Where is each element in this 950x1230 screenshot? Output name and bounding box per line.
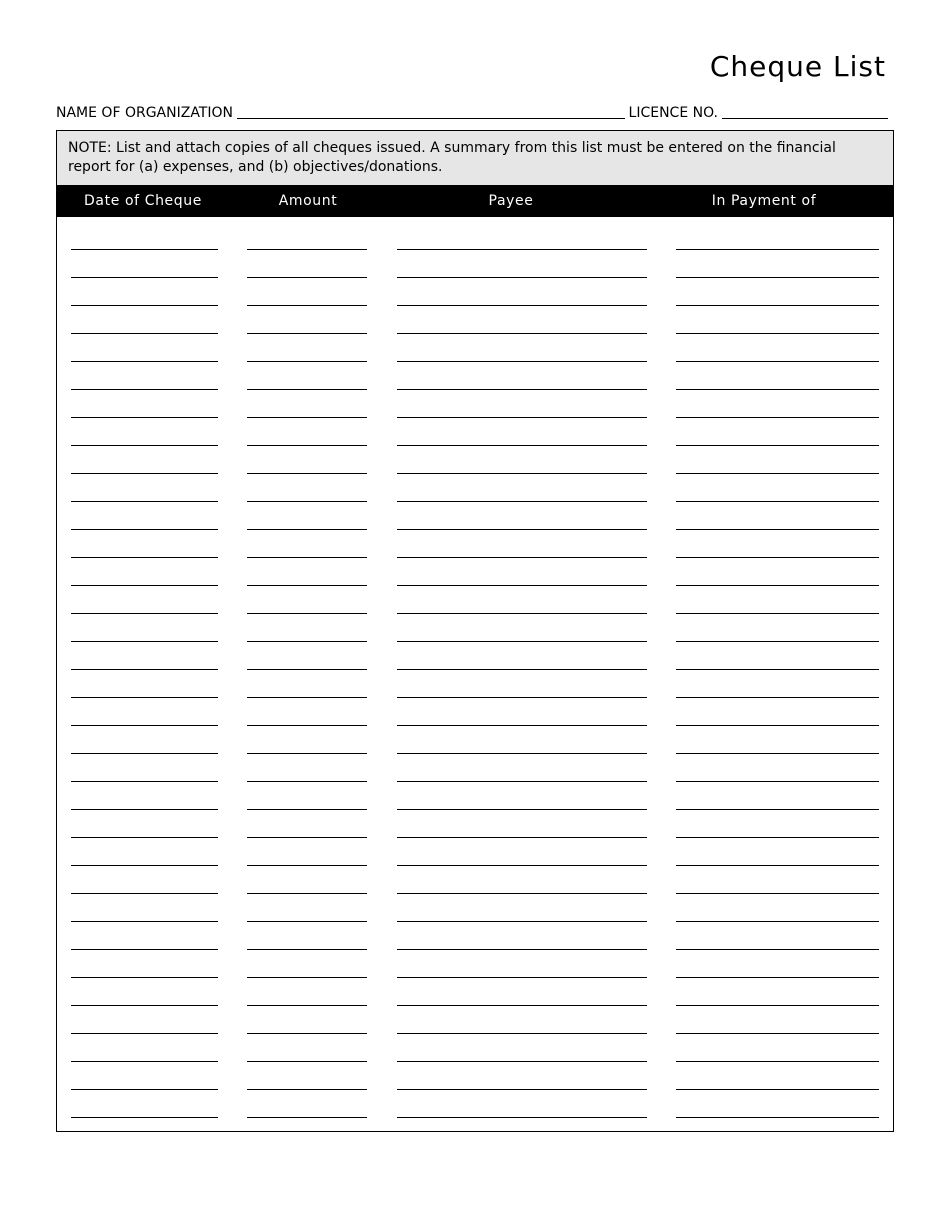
table-row	[57, 978, 893, 1006]
table-row	[57, 586, 893, 614]
table-row	[57, 306, 893, 334]
table-row	[57, 530, 893, 558]
table-row	[57, 754, 893, 782]
table-row	[57, 1006, 893, 1034]
table-row	[57, 698, 893, 726]
note-box: NOTE: List and attach copies of all cheques issued. A summary from this list must be entered on the financial report for (a) expenses, and (b) objectives/donations.	[57, 131, 893, 185]
table-row	[57, 866, 893, 894]
table-row	[57, 390, 893, 418]
page-title: Cheque List	[709, 50, 886, 83]
organization-licence-line	[56, 101, 888, 121]
in-payment-of-field[interactable]	[676, 1117, 879, 1118]
table-row	[57, 642, 893, 670]
licence-number-field[interactable]	[722, 104, 888, 119]
table-row	[57, 418, 893, 446]
organization-label: NAME OF ORGANIZATION	[56, 105, 233, 121]
table-row	[57, 894, 893, 922]
table-row	[57, 250, 893, 278]
table-header	[57, 185, 893, 217]
table-row	[57, 838, 893, 866]
table-row	[57, 1090, 893, 1118]
column-header-date: Date of Cheque	[84, 193, 202, 209]
table-row	[57, 474, 893, 502]
organization-name-field[interactable]	[237, 104, 625, 119]
table-row	[57, 446, 893, 474]
payee-field[interactable]	[397, 1117, 647, 1118]
table-row	[57, 782, 893, 810]
table-row	[57, 1062, 893, 1090]
column-header-amount: Amount	[278, 193, 338, 209]
date-field[interactable]	[71, 1117, 218, 1118]
table-row	[57, 558, 893, 586]
table-row	[57, 1034, 893, 1062]
cheque-table	[56, 130, 894, 1132]
licence-label: LICENCE NO.	[628, 105, 718, 121]
column-header-in-payment-of: In Payment of	[711, 193, 817, 209]
table-row	[57, 950, 893, 978]
table-row	[57, 222, 893, 250]
table-row	[57, 726, 893, 754]
table-row	[57, 362, 893, 390]
table-row	[57, 810, 893, 838]
table-row	[57, 334, 893, 362]
column-header-payee: Payee	[488, 193, 534, 209]
table-row	[57, 502, 893, 530]
table-row	[57, 670, 893, 698]
table-row	[57, 614, 893, 642]
table-row	[57, 922, 893, 950]
amount-field[interactable]	[247, 1117, 367, 1118]
table-row	[57, 278, 893, 306]
